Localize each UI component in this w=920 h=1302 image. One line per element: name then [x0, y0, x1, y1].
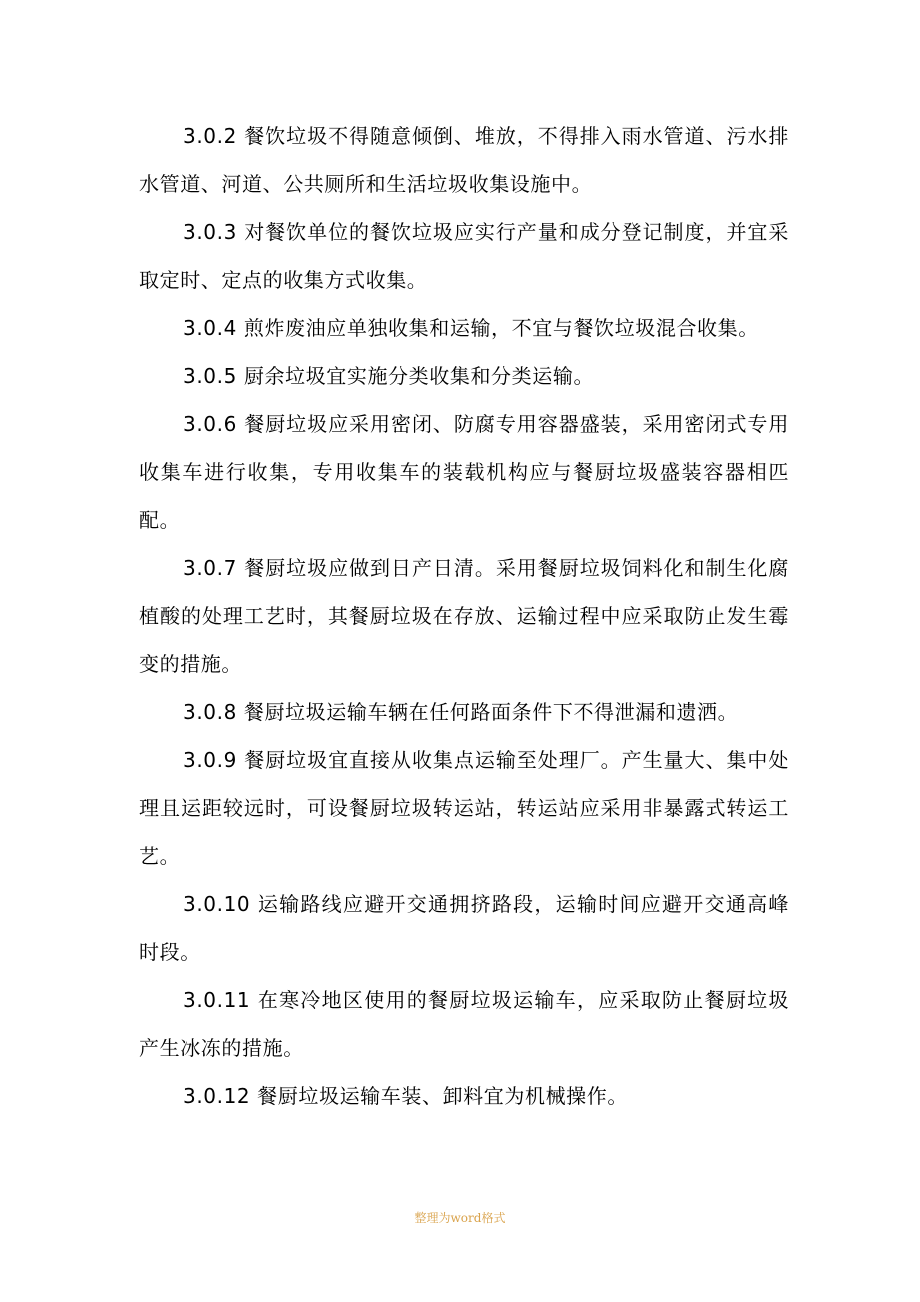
- clause-3-0-10: 3.0.10 运输路线应避开交通拥挤路段，运输时间应避开交通高峰时段。: [139, 892, 789, 964]
- clause-3-0-3: 3.0.3 对餐饮单位的餐饮垃圾应实行产量和成分登记制度，并宜采取定时、定点的收集方式收集。: [139, 220, 789, 292]
- clause-3-0-11: 3.0.11 在寒冷地区使用的餐厨垃圾运输车，应采取防止餐厨垃圾产生冰冻的措施。: [139, 988, 789, 1060]
- clause-3-0-5: 3.0.5 厨余垃圾宜实施分类收集和分类运输。: [183, 364, 595, 388]
- clause-3-0-9: 3.0.9 餐厨垃圾宜直接从收集点运输至处理厂。产生量大、集中处理且运距较远时，可设餐厨垃圾转运站，转运站应采用非暴露式转运工艺。: [139, 748, 789, 868]
- page-footer: 整理为word格式: [414, 1211, 506, 1225]
- clause-3-0-12: 3.0.12 餐厨垃圾运输车装、卸料宜为机械操作。: [183, 1084, 628, 1108]
- clause-3-0-8: 3.0.8 餐厨垃圾运输车辆在任何路面条件下不得泄漏和遗洒。: [183, 700, 739, 724]
- document-body: [139, 112, 789, 1120]
- clause-3-0-2: 3.0.2 餐饮垃圾不得随意倾倒、堆放，不得排入雨水管道、污水排水管道、河道、公共厕所和生活垃圾收集设施中。: [139, 124, 789, 196]
- clause-3-0-6: 3.0.6 餐厨垃圾应采用密闭、防腐专用容器盛装，采用密闭式专用收集车进行收集，专用收集车的装载机构应与餐厨垃圾盛装容器相匹配。: [139, 412, 789, 532]
- clause-3-0-7: 3.0.7 餐厨垃圾应做到日产日清。采用餐厨垃圾饲料化和制生化腐植酸的处理工艺时，其餐厨垃圾在存放、运输过程中应采取防止发生霉变的措施。: [139, 556, 789, 676]
- clause-3-0-4: 3.0.4 煎炸废油应单独收集和运输，不宜与餐饮垃圾混合收集。: [183, 316, 759, 340]
